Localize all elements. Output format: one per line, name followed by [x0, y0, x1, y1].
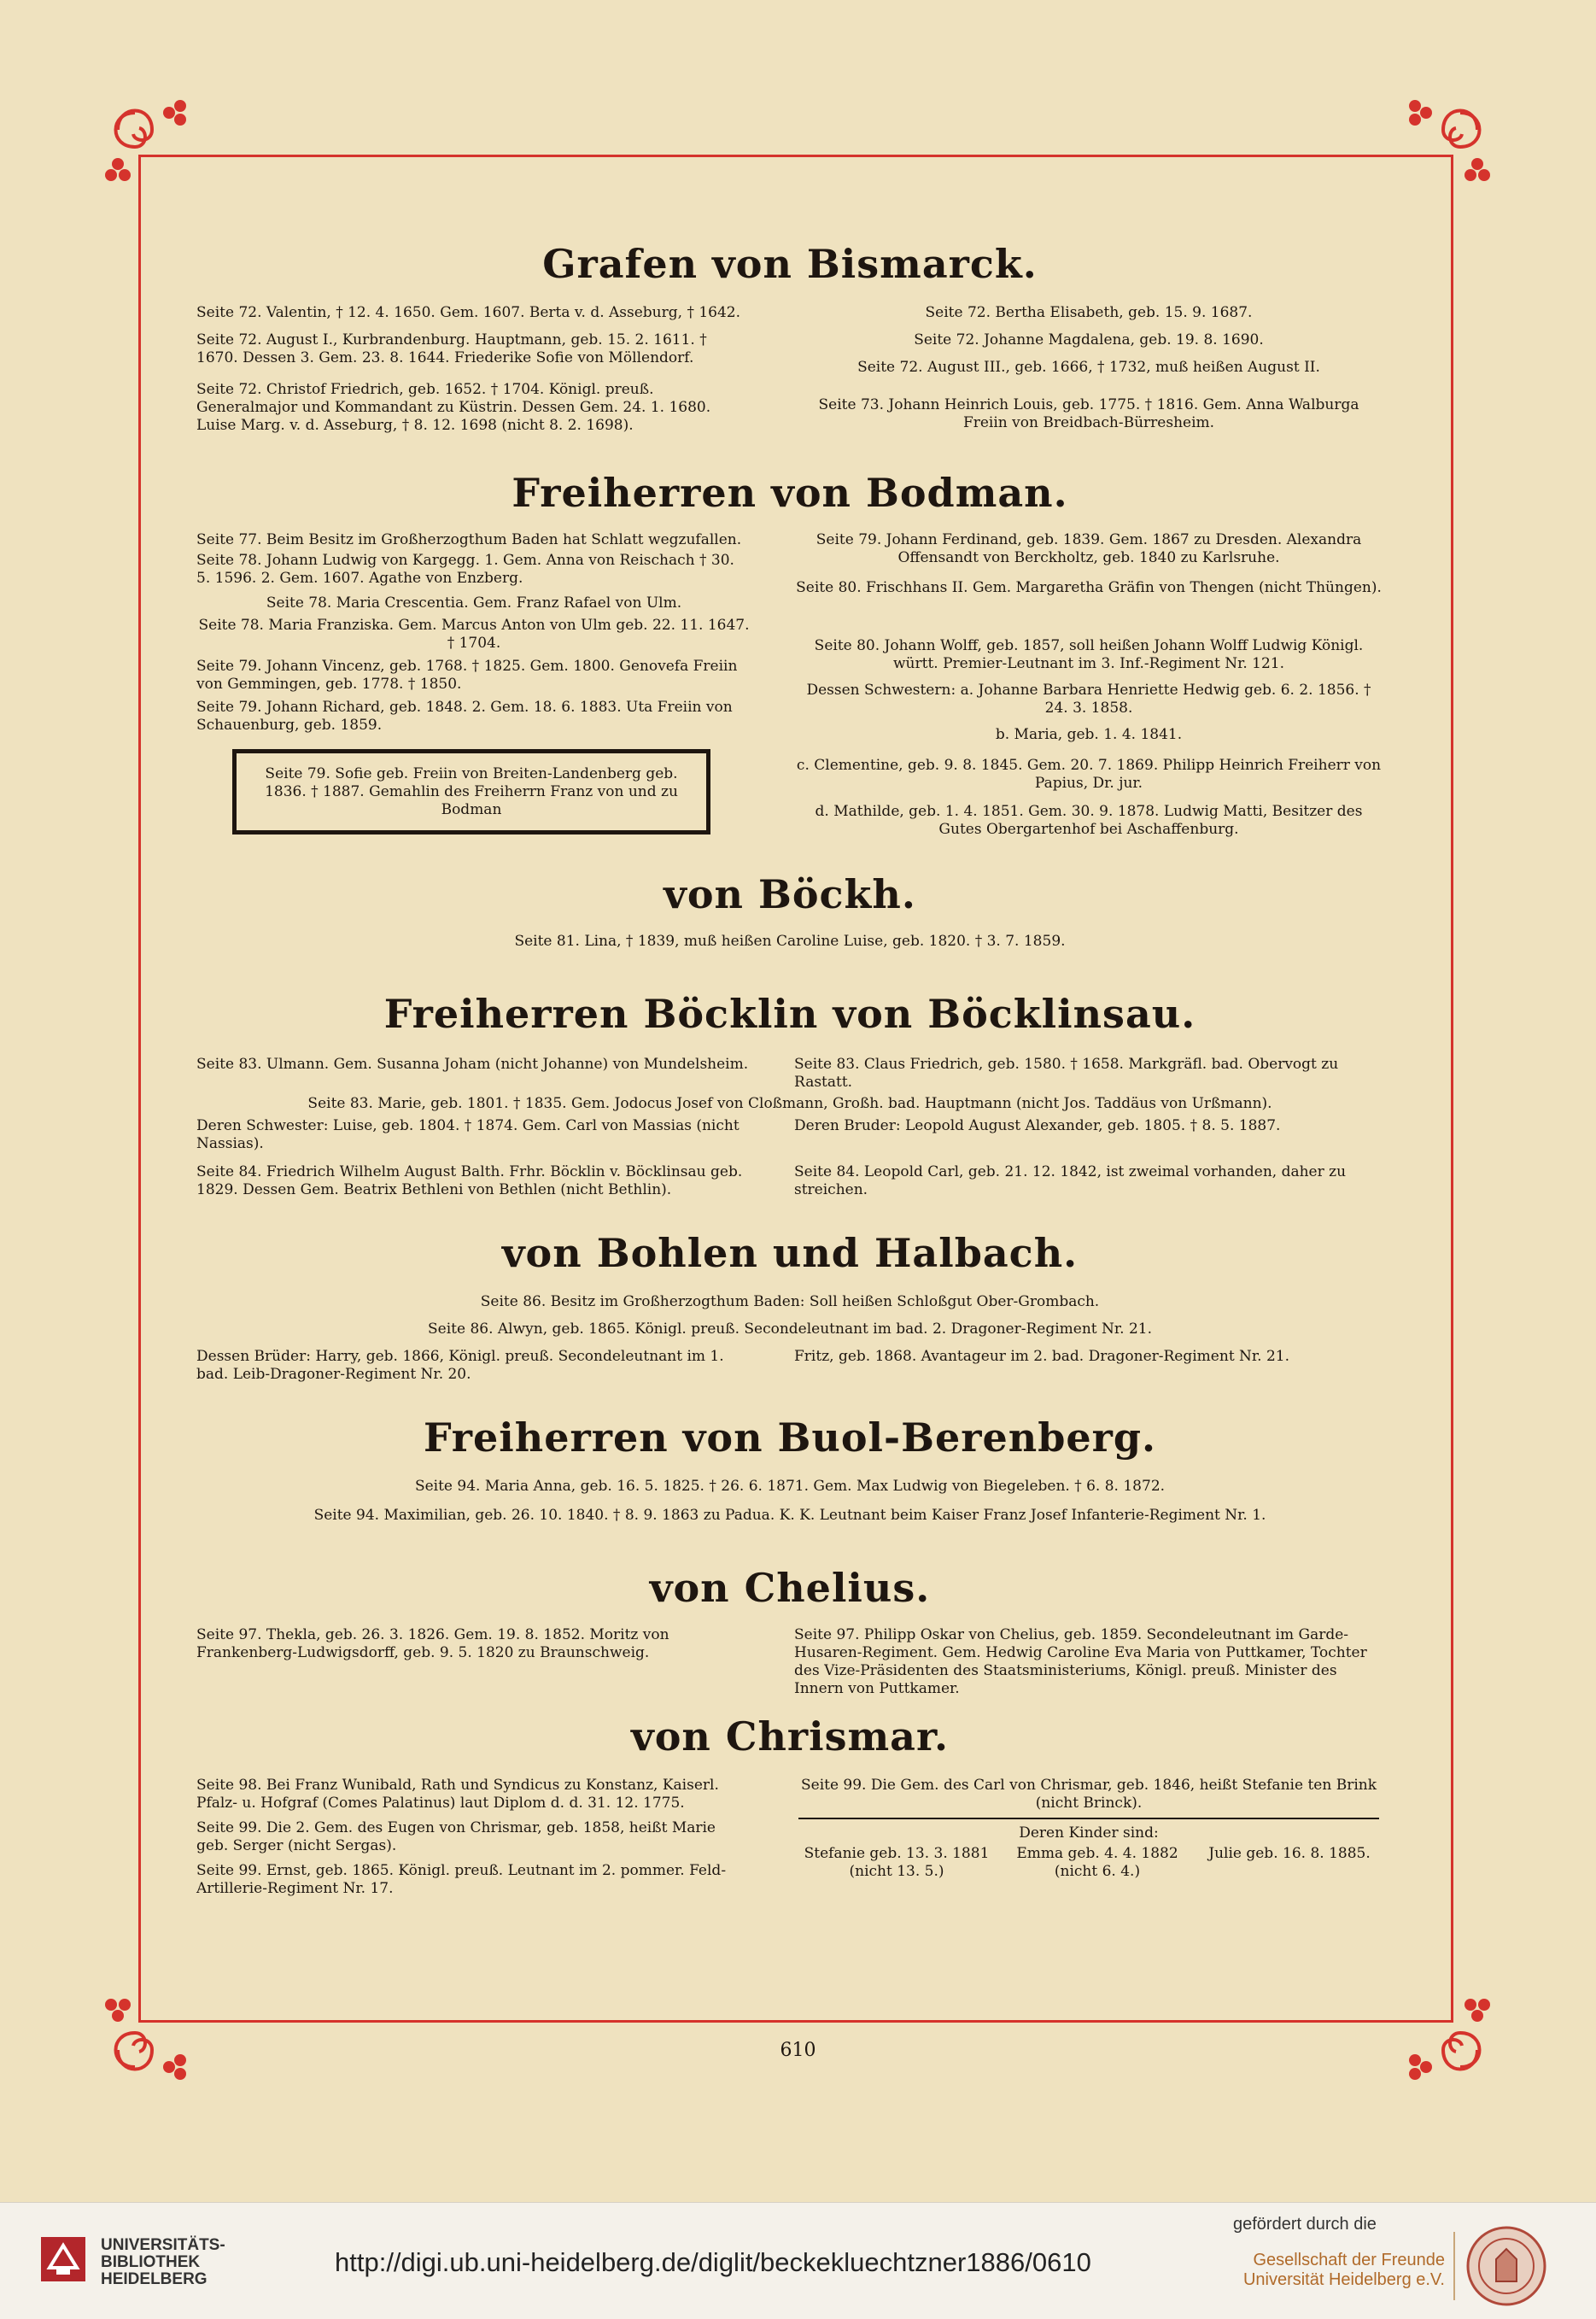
- uni-name-line: HEIDELBERG: [101, 2270, 208, 2288]
- entry: Stefanie geb. 13. 3. 1881 (nicht 13. 5.): [804, 1845, 990, 1880]
- entry: Seite 83. Ulmann. Gem. Susanna Joham (nicht Johanne) von Mundelsheim.: [196, 1056, 749, 1073]
- entry: Seite 72. Christof Friedrich, geb. 1652. † 1704. Königl. preuß. Generalmajor und Kommandant zu Küstrin. Dessen Gem. 24. 1. 1680. Luise Marg. v. d. Asseburg, † 8. 12. 1698 (nicht 8. 2. 1698).: [196, 381, 711, 434]
- page-content: [196, 222, 1383, 1973]
- university-library-name: [101, 2237, 225, 2288]
- footer-divider: [1453, 2232, 1455, 2300]
- entry: Seite 97. Thekla, geb. 26. 3. 1826. Gem. 19. 8. 1852. Moritz von Frankenberg-Ludwigsdorff, geb. 9. 5. 1820 zu Braunschweig.: [196, 1626, 669, 1661]
- entry: Deren Schwester: Luise, geb. 1804. † 1874. Gem. Carl von Massias (nicht Nassias).: [196, 1117, 740, 1152]
- entry: Seite 98. Bei Franz Wunibald, Rath und Syndicus zu Konstanz, Kaiserl. Pfalz- u. Hofgraf (Comes Palatinus) laut Diplom d. d. 31. 12. 1775.: [196, 1777, 719, 1812]
- section-title-boeckh: von Böckh.: [664, 871, 916, 917]
- entry: c. Clementine, geb. 9. 8. 1845. Gem. 20. 7. 1869. Philipp Heinrich Freiherr von Papius, Dr. jur.: [796, 757, 1382, 792]
- section-title-bohlen: von Bohlen und Halbach.: [501, 1230, 1079, 1276]
- entry: Seite 94. Maximilian, geb. 26. 10. 1840. † 8. 9. 1863 zu Padua. K. K. Leutnant beim Kaiser Franz Josef Infanterie-Regiment Nr. 1.: [313, 1507, 1266, 1524]
- entry: d. Mathilde, geb. 1. 4. 1851. Gem. 30. 9. 1878. Ludwig Matti, Besitzer des Gutes Obergartenhof bei Aschaffenburg.: [815, 803, 1363, 838]
- entry: Seite 73. Johann Heinrich Louis, geb. 1775. † 1816. Gem. Anna Walburga Freiin von Breidbach-Bürresheim.: [818, 396, 1359, 431]
- university-seal-icon: [1465, 2225, 1547, 2307]
- entry: Seite 78. Maria Crescentia. Gem. Franz Rafael von Ulm.: [266, 594, 682, 612]
- section-title-chrismar: von Chrismar.: [630, 1713, 950, 1760]
- entry: Seite 72. Johanne Magdalena, geb. 19. 8. 1690.: [914, 331, 1264, 348]
- entry: Seite 72. August III., geb. 1666, † 1732, muß heißen August II.: [857, 359, 1320, 376]
- corner-ornament-icon: [101, 1956, 229, 2084]
- section-title-chelius: von Chelius.: [649, 1565, 931, 1611]
- section-title-buol: Freiherren von Buol-Berenberg.: [423, 1414, 1157, 1461]
- entry: Julie geb. 16. 8. 1885.: [1208, 1845, 1371, 1862]
- section-title-bismarck: Grafen von Bismarck.: [542, 241, 1038, 287]
- entry: Deren Bruder: Leopold August Alexander, geb. 1805. † 8. 5. 1887.: [794, 1117, 1281, 1134]
- entry: Dessen Brüder: Harry, geb. 1866, Königl. preuß. Secondeleutnant im 1. bad. Leib-Dragoner-Regiment Nr. 20.: [196, 1348, 724, 1383]
- entry: Seite 78. Johann Ludwig von Kargegg. 1. Gem. Anna von Reischach † 30. 5. 1596. 2. Gem. 1607. Agathe von Enzberg.: [196, 552, 734, 587]
- entry: Seite 99. Die 2. Gem. des Eugen von Chrismar, geb. 1858, heißt Marie geb. Serger (nicht Sergas).: [196, 1819, 716, 1854]
- uni-name-line: UNIVERSITÄTS-: [101, 2236, 225, 2254]
- entry: b. Maria, geb. 1. 4. 1841.: [995, 726, 1183, 743]
- entry: Seite 97. Philipp Oskar von Chelius, geb. 1859. Secondeleutnant im Garde-Husaren-Regiment. Gem. Hedwig Caroline Eva Maria von Puttkamer, Tochter des Vize-Präsidenten des Staatsministeriums, Königl. preuß. Minister des Innern von Puttkamer.: [794, 1626, 1367, 1697]
- sponsor-name: [1223, 2251, 1445, 2290]
- entry: Seite 86. Alwyn, geb. 1865. Königl. preuß. Secondeleutnant im bad. 2. Dragoner-Regiment Nr. 21.: [428, 1321, 1152, 1338]
- university-library-logo-icon: [38, 2234, 89, 2285]
- corner-ornament-icon: [101, 96, 229, 224]
- entry: Seite 79. Johann Ferdinand, geb. 1839. Gem. 1867 zu Dresden. Alexandra Offensandt von Berckholtz, geb. 1840 zu Karlsruhe.: [816, 531, 1362, 566]
- entry: Seite 99. Die Gem. des Carl von Chrismar, geb. 1846, heißt Stefanie ten Brink (nicht Brinck).: [800, 1777, 1377, 1812]
- corner-ornament-icon: [1366, 1956, 1494, 2084]
- entry: Seite 80. Johann Wolff, geb. 1857, soll heißen Johann Wolff Ludwig Königl. württ. Premier-Leutnant im 3. Inf.-Regiment Nr. 121.: [814, 637, 1364, 672]
- entry: Seite 83. Claus Friedrich, geb. 1580. † 1658. Markgräfl. bad. Obervogt zu Rastatt.: [794, 1056, 1339, 1091]
- entry: Seite 78. Maria Franziska. Gem. Marcus Anton von Ulm geb. 22. 11. 1647. † 1704.: [198, 617, 750, 652]
- entry: Deren Kinder sind:: [1019, 1824, 1159, 1842]
- entry: Seite 79. Johann Richard, geb. 1848. 2. Gem. 18. 6. 1883. Uta Freiin von Schauenburg, geb. 1859.: [196, 699, 733, 734]
- entry: Seite 80. Frischhans II. Gem. Margaretha Gräfin von Thengen (nicht Thüngen).: [796, 579, 1382, 596]
- entry: Seite 72. Bertha Elisabeth, geb. 15. 9. 1687.: [925, 304, 1253, 321]
- sponsor-label: gefördert durch die: [1233, 2215, 1377, 2234]
- sponsor-name-line: Universität Heidelberg e.V.: [1242, 2270, 1445, 2289]
- entry: Seite 72. Valentin, † 12. 4. 1650. Gem. 1607. Berta v. d. Asseburg, † 1642.: [196, 304, 741, 321]
- entry: Dessen Schwestern: a. Johanne Barbara Henriette Hedwig geb. 6. 2. 1856. † 24. 3. 1858.: [806, 682, 1371, 717]
- entry: Seite 84. Friedrich Wilhelm August Balth. Frhr. Böcklin v. Böcklinsau geb. 1829. Dessen Gem. Beatrix Bethleni von Bethlen (nicht Bethlin).: [196, 1163, 743, 1198]
- entry: Seite 83. Marie, geb. 1801. † 1835. Gem. Jodocus Josef von Cloßmann, Großh. bad. Hauptmann (nicht Jos. Taddäus von Urßmann).: [307, 1095, 1272, 1112]
- section-title-boecklin: Freiherren Böcklin von Böcklinsau.: [383, 991, 1196, 1037]
- entry: Seite 84. Leopold Carl, geb. 21. 12. 1842, ist zweimal vorhanden, daher zu streichen.: [794, 1163, 1347, 1198]
- uni-name-line: BIBLIOTHEK: [101, 2253, 201, 2271]
- sponsor-name-line: Gesellschaft der Freunde: [1253, 2251, 1445, 2269]
- entry: Seite 77. Beim Besitz im Großherzogthum Baden hat Schlatt wegzufallen.: [196, 531, 742, 548]
- digitization-footer: [0, 2202, 1596, 2319]
- entry: Seite 99. Ernst, geb. 1865. Königl. preuß. Leutnant im 2. pommer. Feld-Artillerie-Regiment Nr. 17.: [196, 1862, 727, 1897]
- source-url[interactable]: http://digi.ub.uni-heidelberg.de/diglit/beckekluechtzner1886/0610: [335, 2247, 1091, 2277]
- entry: Seite 86. Besitz im Großherzogthum Baden: Soll heißen Schloßgut Ober-Grombach.: [480, 1293, 1100, 1310]
- entry: Fritz, geb. 1868. Avantageur im 2. bad. Dragoner-Regiment Nr. 21.: [794, 1348, 1290, 1365]
- corner-ornament-icon: [1366, 96, 1494, 224]
- entry: Seite 81. Lina, † 1839, muß heißen Caroline Luise, geb. 1820. † 3. 7. 1859.: [514, 933, 1066, 950]
- page-number: 610: [780, 2040, 816, 2061]
- boxed-note: Seite 79. Sofie geb. Freiin von Breiten-Landenberg geb. 1836. † 1887. Gemahlin des Freiherrn Franz von und zu Bodman: [232, 749, 710, 834]
- entry: Seite 94. Maria Anna, geb. 16. 5. 1825. † 26. 6. 1871. Gem. Max Ludwig von Biegeleben. † 6. 8. 1872.: [414, 1478, 1166, 1495]
- entry: Seite 79. Johann Vincenz, geb. 1768. † 1825. Gem. 1800. Genovefa Freiin von Gemmingen, geb. 1778. † 1850.: [196, 658, 738, 693]
- divider-rule: [798, 1818, 1379, 1819]
- entry: Emma geb. 4. 4. 1882 (nicht 6. 4.): [1016, 1845, 1178, 1880]
- section-title-bodman: Freiherren von Bodman.: [512, 470, 1068, 516]
- entry: Seite 72. August I., Kurbrandenburg. Hauptmann, geb. 15. 2. 1611. † 1670. Dessen 3. Gem. 23. 8. 1644. Friederike Sofie von Möllendorf.: [196, 331, 707, 366]
